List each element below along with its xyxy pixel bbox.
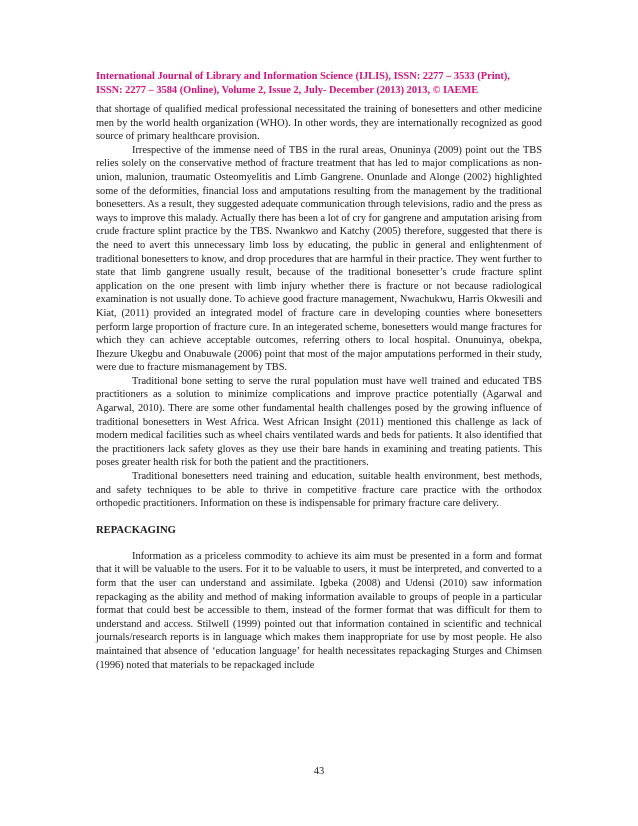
page-content [96,70,542,672]
body-paragraph-2: Irrespective of the immense need of TBS in the rural areas, Onuninya (2009) point out the TBS relies solely on the conservative method of fracture treatment that has led to major complications as non-union, malunion, traumatic Osteomyelitis and Limb Gangrene. Onunlade and Alonge (2002) highlighted some of the deformities, financial loss and amputations resulting from the management by the traditional bonesetters. As a result, they suggested adequate communication through televisions, radio and the press as ways to improve this malady. Actually there has been a lot of cry for gangrene and amputation arising from crude fracture splint practice by the TBS. Nwankwo and Katchy (2005) therefore, suggested that there is the need to avert this unnecessary limb loss by educating, the public in general and enlightenment of traditional bonesetters to know, and drop procedures that are harmful in their practice. They went further to state that limb gangrene usually result, because of the traditional bonesetter’s crude fracture splint application on the one present with limb injury whether there is fracture or not because radiological examination is not usually done. To achieve good fracture management, Nwachukwu, Harris Okwesili and Kiat, (2011) provided an integrated model of fracture care in developing counties where bonesetters perform large proportion of fracture cure. In an integerated scheme, bonesetters would mange fractures for which they can achieve acceptable outcomes, referring others to local hospital. Onunuinya, obekpa, Ihezure Ukegbu and Onabuwale (2006) point that most of the major amputations performed in their study, were due to fracture mismanagement by TBS. [96,144,542,374]
journal-header [96,70,542,98]
body-paragraph-3: Traditional bone setting to serve the rural population must have well trained and educated TBS practitioners as a solution to minimize complications and improve practice potentially (Agarwal and Agarwal, 2010). There are some other fundamental health challenges posed by the growing influence of traditional bonesetters in West Africa. West African Insight (2011) mentioned this challenge as lack of modern medical facilities such as wheel chairs ventilated wards and beds for patients. It also identified that the practitioners lack safety gloves as they use their bare hands in examining and treating patients. This poses greater health risk for both the patient and the practitioners. [96,375,542,469]
body-paragraph-1: that shortage of qualified medical professional necessitated the training of bonesetters and other medicine men by the world health organization (WHO). In other words, they are internationally recognized as good source of primary healthcare provision. [96,104,542,143]
body-paragraph-4: Traditional bonesetters need training and education, suitable health environment, best methods, and safety techniques to be able to thrive in competitive fracture care practice with the orthodox orthopedic practitioners. Information on these is indispensable for primary fracture care delivery. [96,471,542,510]
section-paragraph: Information as a priceless commodity to achieve its aim must be presented in a form and format that it will be valuable to the users. For it to be valuable to users, it must be interpreted, and converted to a form that the user can understand and assimilate. Igbeka (2008) and Udensi (2010) saw information repackaging as the ability and method of making information available to groups of people in a particular format that could best be accessible to them, instead of the former format that was difficult for them to understand and access. Stilwell (1999) pointed out that information contained in scientific and technical journals/research reports is in language which makes them inappropriate for use by most people. He also maintained that absence of ‘education language’ for health necessitates repackaging Sturges and Chimsen (1996) noted that materials to be repackaged include [96,550,542,671]
journal-header-line-2: ISSN: 2277 – 3584 (Online), Volume 2, Issue 2, July- December (2013) 2013, © IAEME [96,85,479,96]
journal-header-line-1: International Journal of Library and Information Science (IJLIS), ISSN: 2277 – 3533 (Print), [96,71,510,82]
section-heading: REPACKAGING [96,524,176,536]
page-number: 43 [313,766,325,777]
